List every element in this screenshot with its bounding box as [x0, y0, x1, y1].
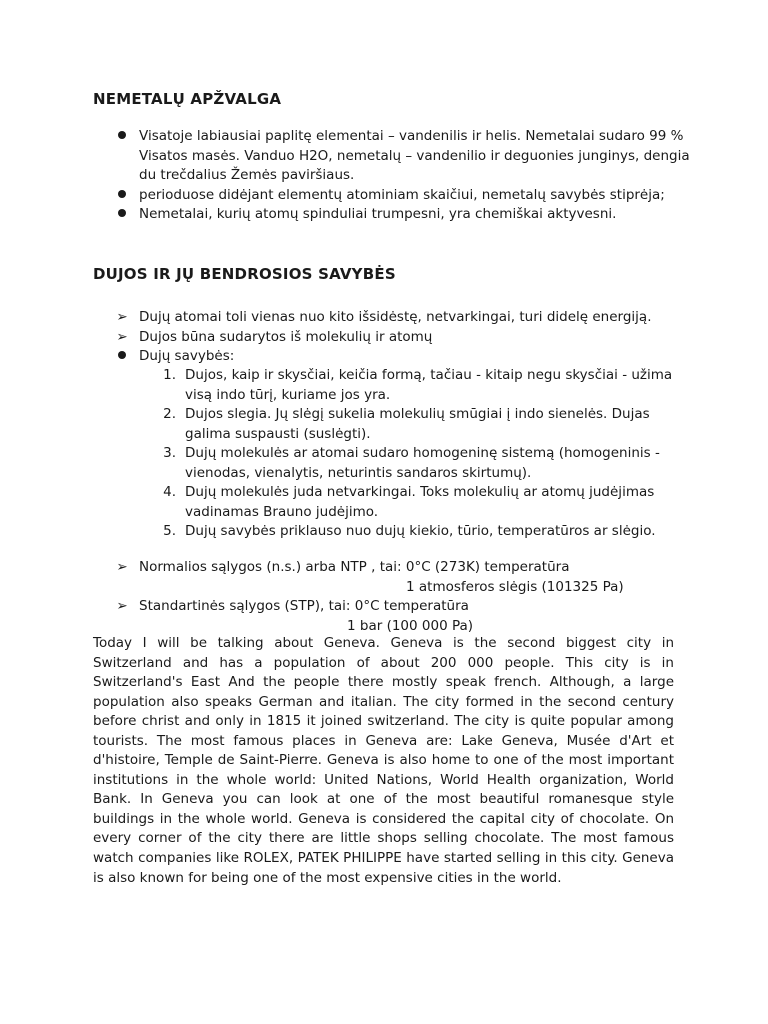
bullet-dot-icon	[113, 205, 131, 225]
list-item: 3. Dujų molekulės ar atomai sudaro homogeninę sistemą (homogeninis - vienodas, vienalytis, neturintis sandaros skirtumų).	[163, 445, 660, 481]
list-item: Visatoje labiausiai paplitę elementai – vandenilis ir helis. Nemetalai sudaro 99 % Visatos masės. Vanduo H2O, nemetalų – vandenilio ir deguonies junginys, dengia du trečdalius Žemės paviršiaus.	[93, 127, 693, 186]
condition-normal-pressure: 1 atmosferos slėgis (101325 Pa)	[406, 578, 624, 595]
bullet-dot-icon	[113, 186, 131, 206]
bullet-dot-icon	[113, 127, 131, 147]
gas-properties-numbered-list	[150, 366, 680, 542]
section-heading-nonmetals: NEMETALŲ APŽVALGA	[93, 90, 282, 108]
condition-normal: ➢ Normalios sąlygos (n.s.) arba NTP , tai: 0°C (273K) temperatūra	[93, 558, 693, 578]
list-item: 5. Dujų savybės priklauso nuo dujų kiekio, tūrio, temperatūros ar slėgio.	[163, 523, 656, 539]
arrow-bullet-icon: ➢	[116, 328, 128, 345]
list-item: 2. Dujos slegia. Jų slėgį sukelia molekulių smūgiai į indo sienelės. Dujas galima suspausti (suslėgti).	[163, 406, 650, 442]
section-heading-gases: DUJOS IR JŲ BENDROSIOS SAVYBĖS	[93, 265, 396, 283]
list-item: Nemetalai, kurių atomų spinduliai trumpesni, yra chemiškai aktyvesni.	[93, 205, 693, 225]
bullet-dot-icon	[113, 347, 131, 367]
list-item: Dujų savybės:	[93, 347, 693, 367]
condition-standard: ➢ Standartinės sąlygos (STP), tai: 0°C temperatūra	[93, 597, 693, 617]
arrow-bullet-icon: ➢	[116, 598, 128, 614]
condition-standard-pressure: 1 bar (100 000 Pa)	[347, 617, 474, 634]
geneva-essay-paragraph: Today I will be talking about Geneva. Geneva is the second biggest city in Switzerland and has a population of about 200 000 people. This city is in Switzerland's East And the people there mostly speak french. Although, a large population also speaks German and italian. The city formed in the second century before christ and only in 1815 it joined switzerland. The city is quite popular among tourists. The most famous places in Geneva are: Lake Geneva, Musée d'Art et d'histoire, Temple de Saint-Pierre. Geneva is also home to one of the most important institutions in the whole world: United Nations, World Health organization, World Bank. In Geneva you can look at one of the most beautiful romanesque style buildings in the whole world. Geneva is considered the capital city of chocolate. On every corner of the city there are little shops selling chocolate. The most famous watch companies like ROLEX, PATEK PHILIPPE have started selling in this city. Geneva is also known for being one of the most expensive cities in the world.	[93, 635, 674, 886]
arrow-bullet-icon: ➢	[116, 309, 128, 325]
list-item: ➢ Dujos būna sudarytos iš molekulių ir atomų	[93, 328, 693, 348]
list-item: 4. Dujų molekulės juda netvarkingai. Toks molekulių ar atomų judėjimas vadinamas Brauno judėjimo.	[163, 484, 655, 520]
list-item: ➢ Dujų atomai toli vienas nuo kito išsidėstę, netvarkingai, turi didelę energiją.	[93, 308, 693, 328]
list-item: 1. Dujos, kaip ir skysčiai, keičia formą, tačiau - kitaip negu skysčiai - užima visą indo tūrį, kuriame jos yra.	[163, 367, 673, 403]
conditions-list	[93, 558, 693, 636]
list-item: perioduose didėjant elementų atominiam skaičiui, nemetalų savybės stiprėja;	[93, 186, 693, 206]
gases-bullet-list	[93, 308, 693, 367]
arrow-bullet-icon: ➢	[116, 559, 128, 575]
nonmetals-bullet-list	[93, 127, 693, 225]
